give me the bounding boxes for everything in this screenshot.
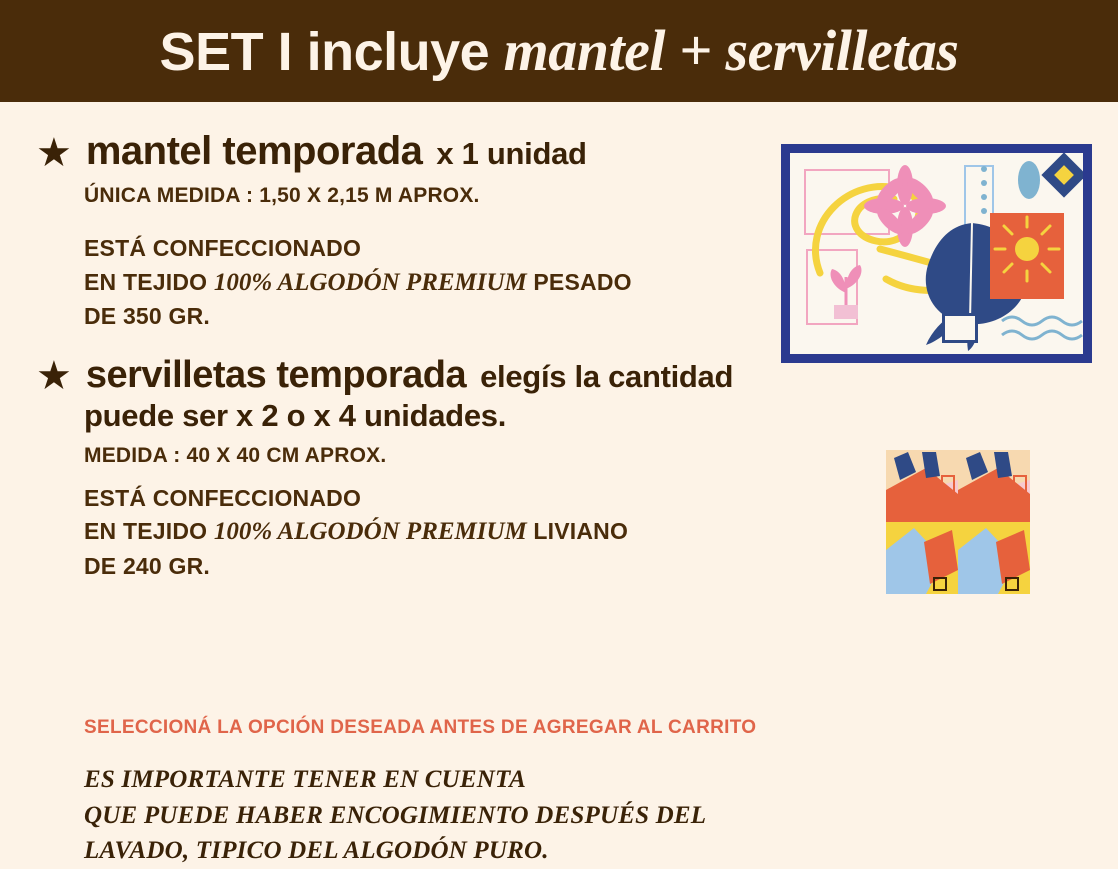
- servilletas-measure: MEDIDA : 40 X 40 CM APROX.: [84, 443, 387, 467]
- servilletas-desc-fabric-label: EN TEJIDO: [84, 518, 214, 545]
- mantel-quantity: x 1 unidad: [436, 136, 587, 171]
- header-banner: [0, 0, 1118, 102]
- blue-wave-lines: [998, 311, 1083, 351]
- servilletas-heading-row: [36, 354, 836, 397]
- servilletas-desc-line-3: DE 240 GR.: [84, 552, 210, 579]
- mantel-desc-line-2: [84, 265, 756, 301]
- servilletas-quantity: elegís la cantidad: [480, 359, 734, 394]
- servilletas-name: servilletas temporada: [85, 354, 467, 396]
- mantel-desc-fabric-value: 100% ALGODÓN PREMIUM: [213, 268, 527, 296]
- dotted-column: [976, 161, 1016, 221]
- mantel-desc-line-1: ESTÁ CONFECCIONADO: [84, 235, 362, 261]
- yellow-inner-square: [1054, 165, 1074, 185]
- servilletas-description: [84, 482, 836, 583]
- mantel-pattern-canvas: [790, 153, 1083, 354]
- title-bold-part: SET I incluye: [159, 22, 504, 82]
- title-italic-part: mantel + servilletas: [503, 18, 959, 83]
- navy-square-shape: [940, 273, 966, 299]
- mantel-desc-fabric-label: EN TEJIDO: [84, 268, 214, 295]
- mantel-name: mantel temporada: [85, 129, 423, 173]
- product-block-servilletas: [36, 354, 836, 583]
- servilletas-desc-line-2: [84, 514, 836, 550]
- star-icon: ★: [36, 131, 72, 175]
- servilletas-desc-weight-word: LIVIANO: [526, 518, 629, 545]
- mantel-desc-line-3: DE 350 GR.: [84, 303, 210, 330]
- mantel-heading-row: [36, 129, 756, 175]
- mantel-pattern-image: [781, 144, 1092, 363]
- teal-blob-shape: [1018, 161, 1040, 199]
- navy-outline-square: [942, 313, 978, 343]
- content-area: [0, 102, 1118, 864]
- mantel-measure: ÚNICA MEDIDA : 1,50 X 2,15 M APROX.: [84, 184, 480, 207]
- selection-note: SELECCIONÁ LA OPCIÓN DESEADA ANTES DE AGREGAR AL CARRITO: [84, 717, 757, 738]
- pink-plant-shape: [816, 249, 876, 319]
- servilletas-desc-line-1: ESTÁ CONFECCIONADO: [84, 484, 362, 511]
- servilletas-quantity-line2: puede ser x 2 o x 4 unidades.: [84, 397, 507, 433]
- page-title: [159, 18, 959, 83]
- disclaimer-line-2: QUE PUEDE HABER ENCOGIMIENTO DESPUÉS DEL: [84, 801, 707, 829]
- napkin-pattern-1: [886, 450, 1030, 594]
- disclaimer-line-3: LAVADO, TIPICO DEL ALGODÓN PURO.: [84, 837, 549, 864]
- mantel-description: [84, 232, 756, 333]
- product-block-mantel: [36, 130, 756, 333]
- servilleta-pattern-image-1: [886, 450, 1030, 594]
- servilletas-desc-fabric-value: 100% ALGODÓN PREMIUM: [213, 518, 527, 546]
- disclaimer-line-1: ES IMPORTANTE TENER EN CUENTA: [84, 766, 527, 793]
- sun-icon: [990, 213, 1064, 299]
- orange-card-shape: [990, 213, 1064, 299]
- star-icon: ★: [36, 354, 72, 398]
- mantel-desc-weight-word: PESADO: [526, 268, 632, 295]
- shrinkage-disclaimer: [84, 762, 706, 869]
